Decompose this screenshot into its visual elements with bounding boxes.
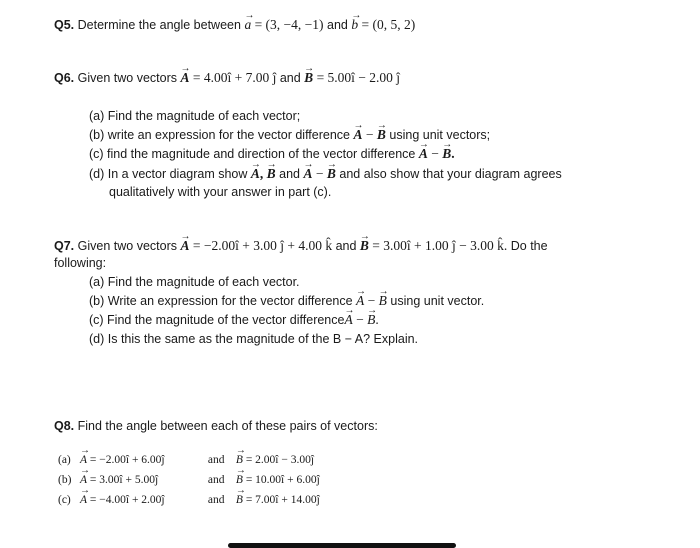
- home-indicator-bar: [228, 543, 456, 548]
- vector-B-value: = 3.00î + 1.00 ĵ − 3.00 k̂.: [372, 238, 508, 253]
- q7-part-d: (d) Is this the same as the magnitude of the B − A? Explain.: [89, 332, 419, 346]
- q6-header: [54, 70, 400, 86]
- q5-label: Q5.: [54, 18, 75, 32]
- vector-a-value: = (3, −4, −1): [254, 17, 324, 32]
- q7-part-a: (a) Find the magnitude of each vector.: [89, 275, 300, 289]
- q8-text: Find the angle between each of these pairs of vectors:: [77, 419, 378, 433]
- vector-A-symbol: → A: [80, 492, 87, 508]
- vector-A-symbol: → A: [344, 312, 352, 328]
- vector-A-symbol: → A: [80, 452, 87, 468]
- q6-part-d: (d) In a vector diagram show → A, → B and → A − → B and also show that your diagram agrees: [89, 166, 562, 182]
- q6-prefix: Given two vectors: [77, 71, 177, 85]
- vector-difference-BA: B − A: [332, 332, 364, 346]
- vector-A-symbol: → A: [419, 146, 428, 162]
- vector-B-symbol: → B: [267, 166, 276, 182]
- vector-B-symbol: → B: [442, 146, 451, 162]
- q7-part-b: (b) Write an expression for the vector difference → A − → B using unit vector.: [89, 293, 484, 309]
- vector-a-symbol: → a: [244, 17, 251, 33]
- q8-label: Q8.: [54, 419, 75, 433]
- q7-and: and: [335, 239, 357, 253]
- q5-prefix: Determine the angle between: [77, 18, 241, 32]
- vector-B-symbol: → B: [236, 492, 243, 508]
- q8-pair-b: (b)→ A = 3.00î + 5.00ĵ and→ B = 10.00î + 6.00ĵ: [58, 472, 320, 488]
- vector-B-symbol: → B: [236, 452, 243, 468]
- vector-A-value: = −2.00î + 3.00 ĵ + 4.00 k̂: [192, 238, 333, 253]
- q7-prefix: Given two vectors: [77, 239, 177, 253]
- q8-pair-c: (c)→ A = −4.00î + 2.00ĵ and→ B = 7.00î + 14.00ĵ: [58, 492, 320, 508]
- vector-A-value: = 4.00î + 7.00 ĵ: [192, 70, 277, 85]
- q5-and: and: [327, 18, 348, 32]
- q7-header: [54, 238, 548, 254]
- q7-suffix: Do the: [510, 239, 548, 253]
- vector-A-symbol: → A: [304, 166, 313, 182]
- q5-line: [54, 17, 415, 33]
- q6-label: Q6.: [54, 71, 75, 85]
- q7-part-c: (c) Find the magnitude of the vector difference→ A − → B.: [89, 312, 379, 328]
- q6-part-a: (a) Find the magnitude of each vector;: [89, 109, 301, 123]
- vector-B-symbol: → B: [327, 166, 336, 182]
- q6-part-b: (b) write an expression for the vector difference → A − → B using unit vectors;: [89, 127, 490, 143]
- q6-part-d-continued: qualitatively with your answer in part (c).: [109, 185, 332, 199]
- vector-B-symbol: → B: [360, 238, 369, 254]
- vector-B-symbol: → B: [304, 70, 313, 86]
- vector-B-symbol: → B: [377, 127, 386, 143]
- q6-part-c: (c) find the magnitude and direction of the vector difference → A − → B.: [89, 146, 455, 162]
- vector-A-symbol: → A: [180, 238, 189, 254]
- vector-A-symbol: → A: [356, 293, 364, 309]
- q6-and: and: [279, 71, 301, 85]
- vector-A-symbol: → A: [354, 127, 363, 143]
- vector-A-symbol: → A: [180, 70, 189, 86]
- vector-B-symbol: → B: [236, 472, 243, 488]
- q8-pair-a: (a)→ A = −2.00î + 6.00ĵ and→ B = 2.00î − 3.00ĵ: [58, 452, 314, 468]
- vector-B-symbol: → B: [379, 293, 387, 309]
- vector-b-symbol: → b: [351, 17, 358, 33]
- q7-label: Q7.: [54, 239, 75, 253]
- vector-b-value: = (0, 5, 2): [361, 17, 416, 32]
- vector-B-symbol: → B: [367, 312, 375, 328]
- vector-A-symbol: → A: [251, 166, 260, 182]
- q8-header: [54, 418, 378, 434]
- vector-A-symbol: → A: [80, 472, 87, 488]
- vector-B-value: = 5.00î − 2.00 ĵ: [316, 70, 401, 85]
- q7-header-continued: following:: [54, 256, 107, 270]
